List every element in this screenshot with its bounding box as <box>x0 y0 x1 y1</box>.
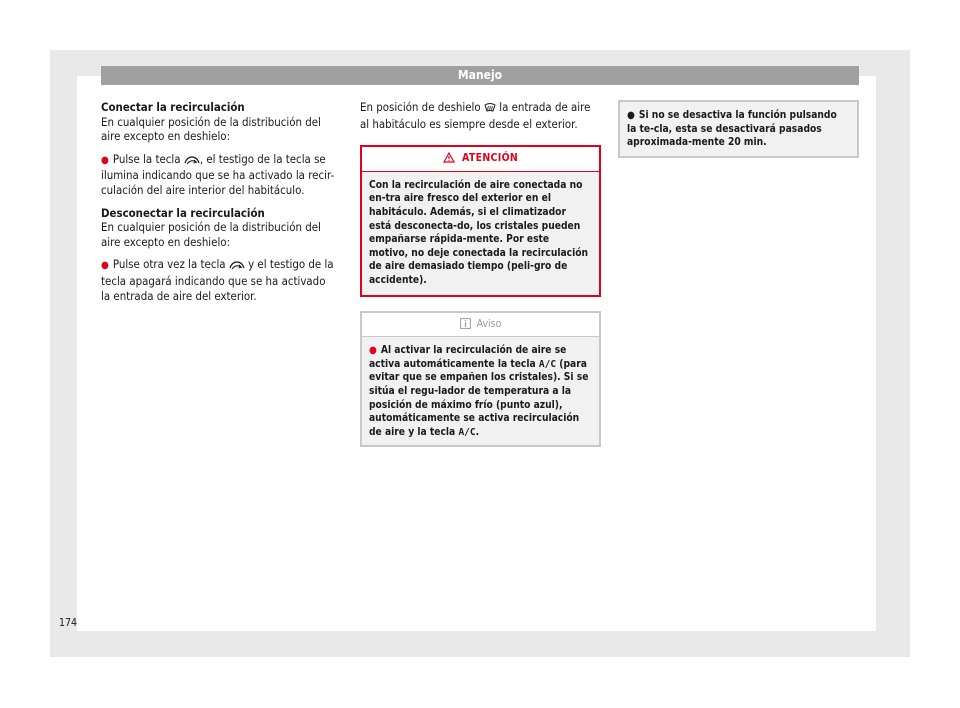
disconnect-intro: En cualquier posición de la distribución del aire excepto en deshielo: <box>101 220 321 249</box>
warning-box <box>360 145 601 296</box>
connect-step <box>101 152 337 198</box>
warning-text: Con la recirculación de aire conectada no en-tra aire fresco del exterior en el habitáculo. Además, si el climatizador está desconecta-do, los cristales pueden empañarse rápida-mente. Por este motivo, no deje conectada la recirculación de aire demasiado tiempo (peli-gro de accidente). <box>369 179 589 286</box>
note-continued-body: Si no se desactiva la función pulsando la te-cla, esta se desactivará pasados aproximada-mente 20 min. <box>627 110 837 149</box>
note-title: Aviso <box>476 317 502 330</box>
recirculation-icon <box>184 154 200 169</box>
connect-step-post: , el testigo de la tecla se ilumina indicando que se ha activado la recir-culación del aire interior del habitáculo. <box>101 151 335 197</box>
recirculation-icon <box>229 259 245 274</box>
bullet-icon: ● <box>101 154 109 166</box>
note-header <box>362 313 599 338</box>
column-2 <box>360 100 601 447</box>
note-text <box>362 337 599 445</box>
connect-heading: Conectar la recirculación <box>101 100 245 114</box>
defrost-post: la entrada de aire al habitáculo es siempre desde el exterior. <box>360 100 591 131</box>
bullet-icon: ● <box>369 345 377 357</box>
page-number: 174 <box>59 617 78 629</box>
ac-key-label: A/C <box>538 358 557 370</box>
disconnect-heading: Desconectar la recirculación <box>101 205 265 220</box>
section-header: Manejo <box>101 66 859 85</box>
disconnect-step-post: y el testigo de la tecla apagará indicando que se ha activado la entrada de aire del exterior. <box>101 257 334 303</box>
disconnect-step <box>101 257 337 303</box>
column-3 <box>618 100 859 158</box>
warning-title: ATENCIÓN <box>462 152 519 165</box>
bullet-icon: ● <box>101 260 109 272</box>
disconnect-step-pre: Pulse otra vez la tecla <box>112 257 226 272</box>
defrost-pre: En posición de deshielo <box>360 100 481 114</box>
warning-header <box>362 147 599 172</box>
note-box-continued <box>618 100 859 158</box>
note-box <box>360 311 601 448</box>
bullet-icon: ● <box>627 110 635 121</box>
defrost-icon <box>484 102 496 117</box>
note-text-part-2: (para evitar que se empañen los cristales). Si se sitúa el regu-lador de temperatura a la posición de máximo frío (punto azul), automáticamente se activa recirculación de aire y la tecla <box>369 358 589 438</box>
note-text-part-3: . <box>475 426 480 438</box>
column-1 <box>101 100 337 303</box>
warning-triangle-icon <box>443 152 455 168</box>
connect-intro: En cualquier posición de la distribución del aire excepto en deshielo: <box>101 114 321 144</box>
defrost-paragraph <box>360 100 601 131</box>
connect-step-pre: Pulse la tecla <box>112 151 181 166</box>
info-icon <box>460 318 471 334</box>
ac-key-label: A/C <box>458 426 476 438</box>
note-continued-text <box>620 102 857 156</box>
note-text-part-1: Al activar la recirculación de aire se activa automáticamente la tecla <box>369 345 567 370</box>
